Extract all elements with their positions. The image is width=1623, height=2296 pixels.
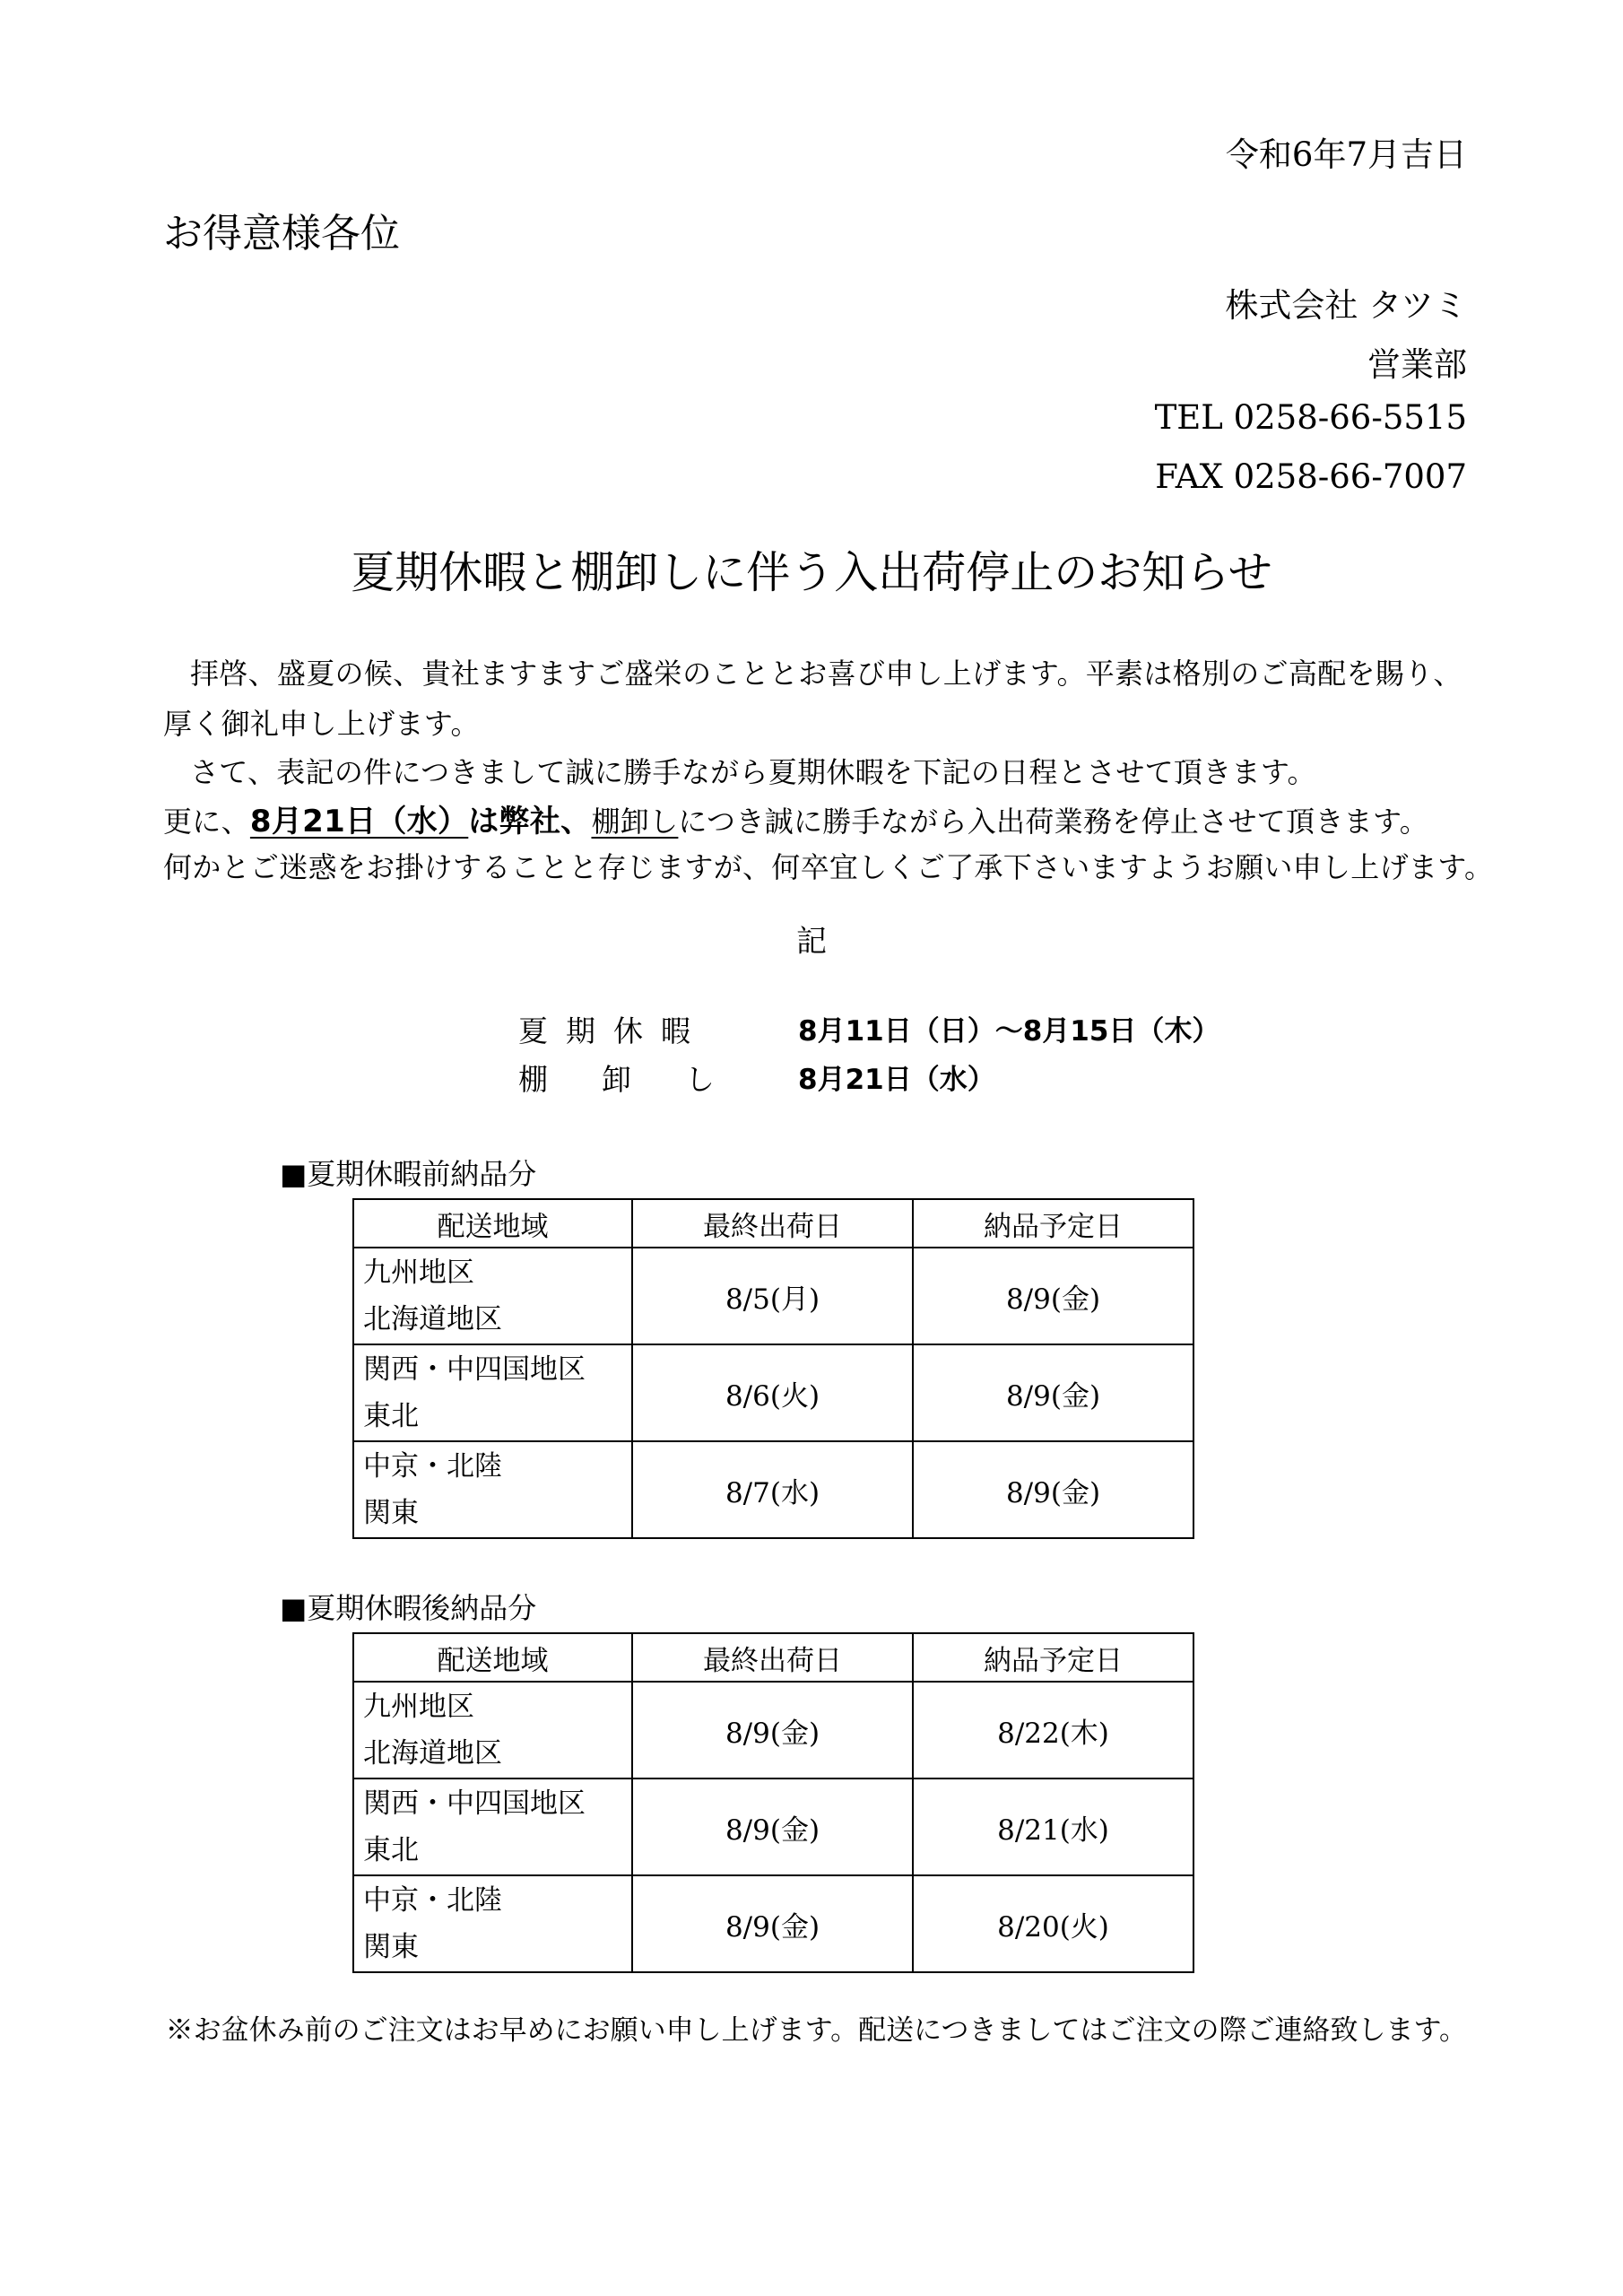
table-row	[353, 1344, 1193, 1441]
body-line-5: 何かとご迷惑をお掛けすることと存じますが、何卒宜しくご了承下さいますようお願い申し上げます。	[163, 850, 1494, 884]
region-cell: 中京・北陸 関東	[353, 1441, 632, 1538]
addressee: お得意様各位	[163, 211, 400, 257]
delivery-date-cell: 8/9(金)	[913, 1248, 1193, 1344]
stocktaking-date: 8月21日（水）	[249, 804, 469, 839]
body-line-1: 拝啓、盛夏の候、貴社ますますご盛栄のこととお喜び申し上げます。平素は格別のご高配を賜り、	[190, 657, 1462, 691]
body-line-4-mid: は弊社、	[468, 804, 592, 839]
region-cell: 関西・中四国地区 東北	[353, 1779, 632, 1875]
table-row	[353, 1682, 1193, 1779]
delivery-date-cell: 8/21(水)	[913, 1779, 1193, 1875]
header-ship-date: 最終出荷日	[632, 1633, 913, 1682]
table-row	[353, 1779, 1193, 1875]
delivery-date-cell: 8/22(木)	[913, 1682, 1193, 1779]
ship-date-cell: 8/9(金)	[632, 1779, 913, 1875]
schedule-label-stock: 棚卸し	[518, 1062, 768, 1097]
ki-heading: 記	[796, 924, 827, 960]
sender-fax: FAX 0258-66-7007	[1155, 457, 1467, 496]
schedule-value-stock: 8月21日（水）	[798, 1064, 995, 1096]
ship-date-cell: 8/6(火)	[632, 1344, 913, 1441]
region-cell: 中京・北陸 関東	[353, 1875, 632, 1972]
sender-tel: TEL 0258-66-5515	[1154, 398, 1467, 437]
delivery-date-cell: 8/20(火)	[913, 1875, 1193, 1972]
header-region: 配送地域	[353, 1199, 632, 1248]
header-delivery-date: 納品予定日	[913, 1199, 1193, 1248]
stocktaking-word: 棚卸し	[591, 804, 679, 839]
body-line-4-prefix: 更に、	[163, 804, 250, 839]
delivery-date-cell: 8/9(金)	[913, 1441, 1193, 1538]
delivery-date-cell: 8/9(金)	[913, 1344, 1193, 1441]
schedule-value-summer: 8月11日（日）～8月15日（木）	[798, 1015, 1220, 1048]
ship-date-cell: 8/9(金)	[632, 1875, 913, 1972]
header-region: 配送地域	[353, 1633, 632, 1682]
body-line-4-suffix: につき誠に勝手ながら入出荷業務を停止させて頂きます。	[678, 804, 1428, 839]
table-row	[353, 1875, 1193, 1972]
body-line-2: 厚く御礼申し上げます。	[163, 707, 480, 741]
table-before-holiday	[352, 1198, 1194, 1539]
table-after-holiday	[352, 1632, 1194, 1973]
footnote: ※お盆休み前のご注文はお早めにお願い申し上げます。配送につきましてはご注文の際ご連絡致します。	[165, 2014, 1467, 2047]
table-row	[353, 1248, 1193, 1344]
ship-date-cell: 8/7(水)	[632, 1441, 913, 1538]
ship-date-cell: 8/5(月)	[632, 1248, 913, 1344]
header-delivery-date: 納品予定日	[913, 1633, 1193, 1682]
region-cell: 九州地区 北海道地区	[353, 1248, 632, 1344]
region-cell: 九州地区 北海道地区	[353, 1682, 632, 1779]
table-1-heading: ■夏期休暇前納品分	[280, 1157, 537, 1191]
ship-date-cell: 8/9(金)	[632, 1682, 913, 1779]
table-row	[353, 1441, 1193, 1538]
document-title: 夏期休暇と棚卸しに伴う入出荷停止のお知らせ	[351, 547, 1272, 598]
table-2-heading: ■夏期休暇後納品分	[280, 1591, 537, 1625]
body-line-3: さて、表記の件につきまして誠に勝手ながら夏期休暇を下記の日程とさせて頂きます。	[190, 755, 1316, 789]
table-header-row	[353, 1199, 1193, 1248]
document-date: 令和6年7月吉日	[1225, 135, 1467, 174]
schedule-label-summer: 夏期休暇	[518, 1013, 708, 1048]
header-ship-date: 最終出荷日	[632, 1199, 913, 1248]
sender-company: 株式会社 タツミ	[1225, 286, 1467, 325]
table-header-row	[353, 1633, 1193, 1682]
body-line-4	[163, 796, 1428, 840]
region-cell: 関西・中四国地区 東北	[353, 1344, 632, 1441]
sender-department: 営業部	[1367, 345, 1467, 384]
